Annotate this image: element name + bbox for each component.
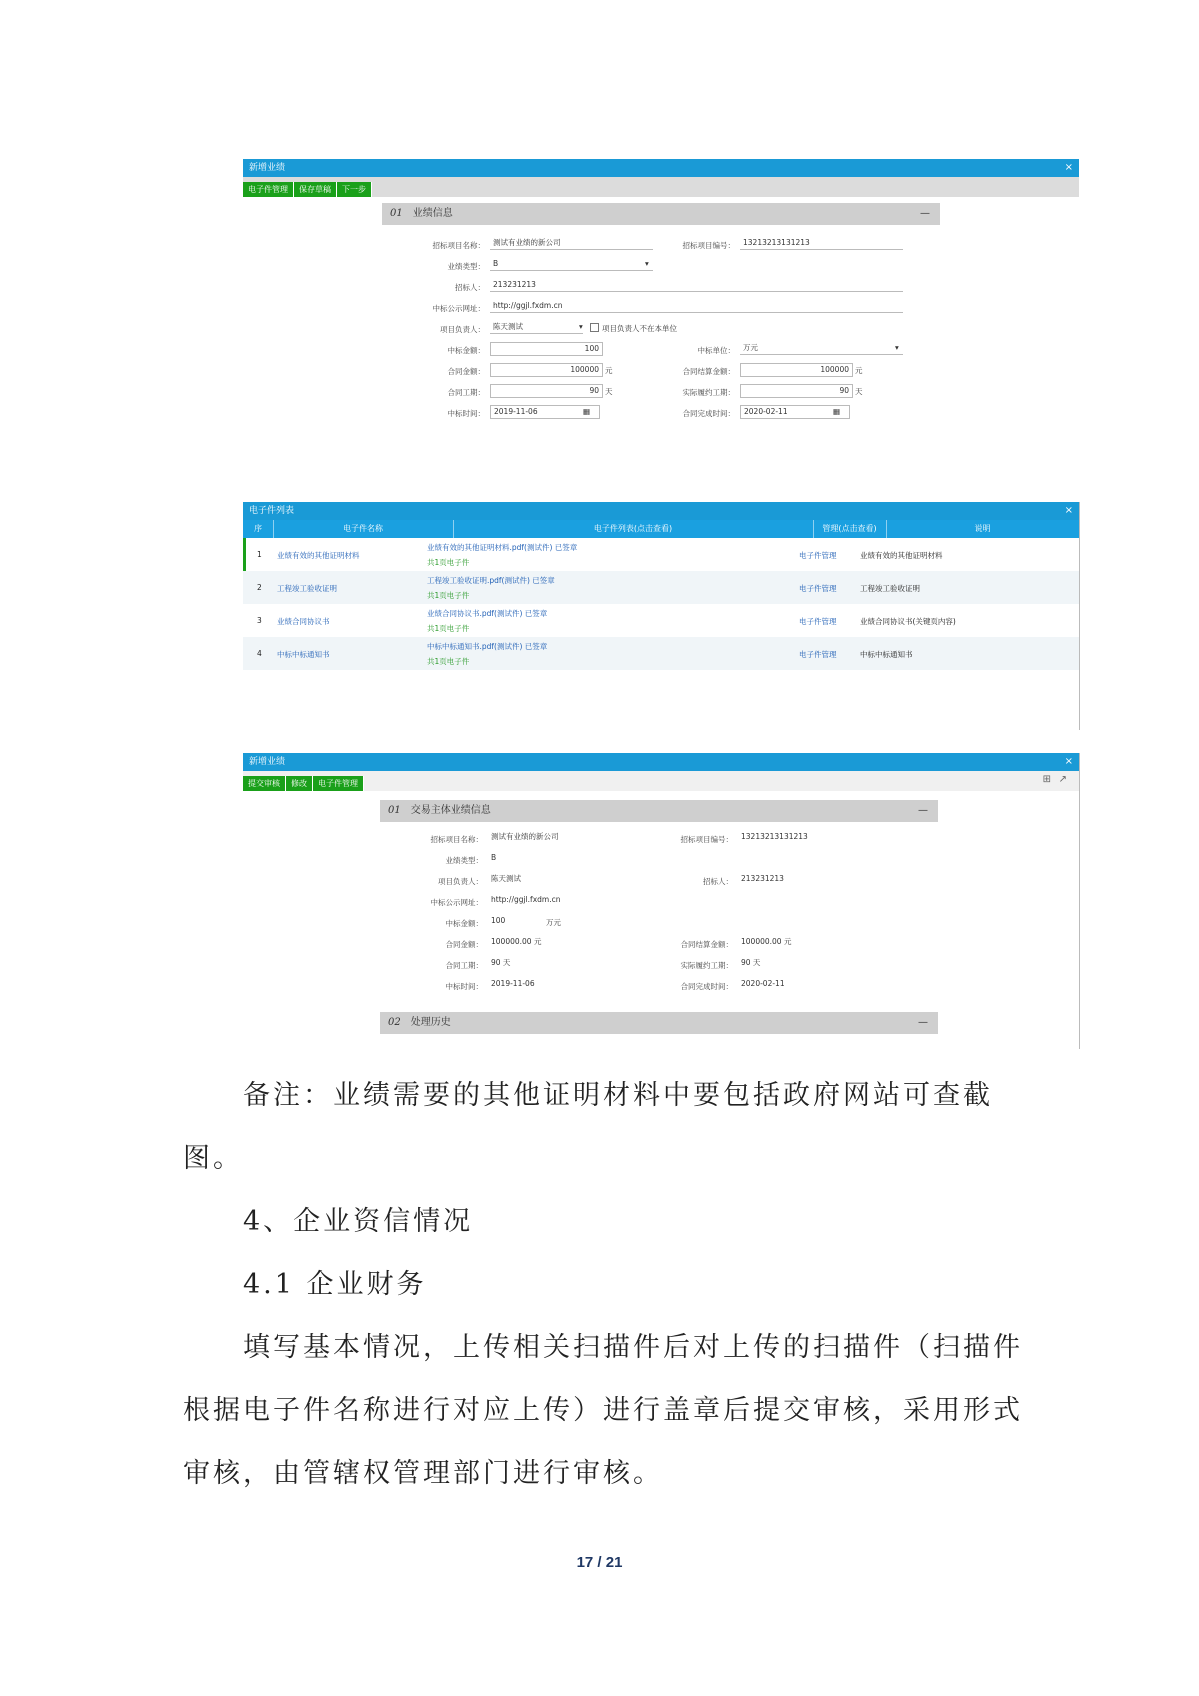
- heading-4-1: 4.1 企业财务: [243, 1269, 427, 1300]
- row-desc: 工程竣工验收证明: [860, 584, 920, 593]
- row-name[interactable]: 业绩合同协议书: [277, 617, 330, 626]
- manager-outside-checkbox[interactable]: [590, 323, 599, 332]
- col-desc: 说明: [974, 524, 991, 533]
- project-name-value: 测试有业绩的新公司: [491, 832, 559, 841]
- contract-amount-input[interactable]: 100000: [490, 363, 603, 377]
- window-titlebar: [243, 502, 1079, 520]
- section-transaction-performance[interactable]: 01 交易主体业绩信息 —: [380, 800, 938, 822]
- table-row[interactable]: [243, 637, 1079, 670]
- bid-unit-select[interactable]: 万元: [740, 342, 903, 355]
- bid-date-label: 中标时间：: [445, 982, 483, 991]
- end-date-label: 合同完成时间：: [680, 982, 733, 991]
- bid-date-value: 2019-11-06: [491, 979, 535, 988]
- note-line-1: 备注：业绩需要的其他证明材料中要包括政府网站可查截: [243, 1080, 993, 1111]
- performance-detail-window: [243, 753, 1080, 1049]
- tenderer-label: 招标人：: [703, 877, 733, 886]
- end-date-input[interactable]: 2020-02-11: [740, 405, 850, 419]
- row-file-link[interactable]: 工程竣工验收证明.pdf(测试件) 已签章: [427, 576, 555, 585]
- chevron-down-icon[interactable]: ▾: [645, 259, 649, 268]
- window-title: 新增业绩: [249, 163, 286, 173]
- unit-label: 天: [855, 387, 863, 396]
- contract-period-input[interactable]: 90: [490, 384, 603, 398]
- url-value[interactable]: http://ggjl.fxdm.cn: [491, 895, 561, 904]
- heading-4: 4、企业资信情况: [243, 1206, 474, 1237]
- manager-select[interactable]: 陈天测试: [490, 321, 583, 334]
- table-row[interactable]: [243, 538, 1079, 571]
- contract-period-value: 90 天: [491, 958, 511, 967]
- project-code-label: 招标项目编号：: [682, 241, 735, 250]
- collapse-icon[interactable]: —: [920, 208, 930, 219]
- e-file-manage-button[interactable]: 电子件管理: [243, 182, 294, 197]
- settle-amount-input[interactable]: 100000: [740, 363, 853, 377]
- bid-amount-label: 中标金额：: [445, 919, 483, 928]
- submit-review-button[interactable]: 提交审核: [243, 776, 286, 791]
- row-desc: 业绩有效的其他证明材料: [860, 551, 943, 560]
- url-label: 中标公示网址：: [432, 304, 485, 313]
- tenderer-label: 招标人：: [455, 283, 485, 292]
- modify-button[interactable]: 修改: [286, 776, 313, 791]
- row-manage-link[interactable]: 电子件管理: [799, 650, 837, 659]
- manager-label: 项目负责人：: [440, 325, 485, 334]
- actual-period-value: 90 天: [741, 958, 761, 967]
- add-performance-window: [243, 159, 1079, 424]
- unit-label: 元: [605, 366, 613, 375]
- section-performance-info[interactable]: 01 业绩信息 —: [382, 203, 940, 225]
- col-file: 电子件列表(点击查看): [453, 520, 814, 538]
- row-status: 共1页电子件: [427, 591, 470, 600]
- table-header: [243, 520, 1079, 538]
- project-code-input[interactable]: 13213213131213: [740, 237, 903, 250]
- row-name[interactable]: 业绩有效的其他证明材料: [277, 551, 360, 560]
- project-name-label: 招标项目名称：: [430, 835, 483, 844]
- collapse-icon[interactable]: —: [918, 1017, 928, 1028]
- row-file-link[interactable]: 业绩有效的其他证明材料.pdf(测试件) 已签章: [427, 543, 578, 552]
- table-row[interactable]: [243, 571, 1079, 604]
- window-titlebar: [243, 753, 1079, 771]
- type-select[interactable]: B: [490, 258, 653, 271]
- tenderer-input[interactable]: 213231213: [490, 279, 903, 292]
- close-icon[interactable]: ×: [1064, 505, 1073, 516]
- actual-period-label: 实际履约工期：: [680, 961, 733, 970]
- row-desc: 业绩合同协议书(关键页内容): [860, 617, 956, 626]
- collapse-icon[interactable]: —: [918, 805, 928, 816]
- next-step-button[interactable]: 下一步: [337, 182, 372, 197]
- row-status: 共1页电子件: [427, 624, 470, 633]
- actual-period-label: 实际履约工期：: [682, 388, 735, 397]
- project-code-value: 13213213131213: [741, 832, 808, 841]
- section-title: 业绩信息: [412, 208, 453, 219]
- contract-period-label: 合同工期：: [447, 388, 485, 397]
- contract-amount-value: 100000.00 元: [491, 937, 542, 946]
- bid-unit-label: 中标单位：: [697, 346, 735, 355]
- row-desc: 中标中标通知书: [860, 650, 913, 659]
- expand-icon[interactable]: ↗: [1058, 774, 1067, 785]
- actual-period-input[interactable]: 90: [740, 384, 853, 398]
- section-history[interactable]: 02 处理历史 —: [380, 1012, 938, 1034]
- row-name[interactable]: 工程竣工验收证明: [277, 584, 337, 593]
- contract-amount-label: 合同金额：: [445, 940, 483, 949]
- bid-date-label: 中标时间：: [447, 409, 485, 418]
- row-no: 1: [257, 550, 262, 559]
- bid-amount-input[interactable]: 100: [490, 342, 603, 356]
- table-row[interactable]: [243, 604, 1079, 637]
- project-name-input[interactable]: 测试有业绩的新公司: [490, 237, 653, 250]
- row-file-link[interactable]: 业绩合同协议书.pdf(测试件) 已签章: [427, 609, 548, 618]
- chevron-down-icon[interactable]: ▾: [579, 322, 583, 331]
- note-line-2: 图。: [183, 1143, 243, 1174]
- tenderer-value: 213231213: [741, 874, 784, 883]
- manager-label: 项目负责人：: [438, 877, 483, 886]
- row-status: 共1页电子件: [427, 657, 470, 666]
- section-title: 交易主体业绩信息: [410, 805, 491, 816]
- bid-amount-label: 中标金额：: [447, 346, 485, 355]
- section-title: 处理历史: [410, 1017, 451, 1028]
- window-title: 电子件列表: [249, 506, 295, 516]
- type-value: B: [491, 853, 497, 862]
- col-no: 序: [243, 520, 274, 538]
- chevron-down-icon[interactable]: ▾: [895, 343, 899, 352]
- row-status: 共1页电子件: [427, 558, 470, 567]
- window-toolbar: [243, 771, 1079, 791]
- page-number: 17 / 21: [576, 1554, 623, 1571]
- close-icon[interactable]: ×: [1064, 162, 1073, 173]
- settle-amount-label: 合同结算金额：: [682, 367, 735, 376]
- para-line-1: 填写基本情况，上传相关扫描件后对上传的扫描件（扫描件: [243, 1332, 1023, 1363]
- col-name: 电子件名称: [273, 520, 454, 538]
- end-date-label: 合同完成时间：: [682, 409, 735, 418]
- para-line-2: 根据电子件名称进行对应上传）进行盖章后提交审核，采用形式: [183, 1395, 1023, 1426]
- para-line-3: 审核，由管辖权管理部门进行审核。: [183, 1458, 663, 1489]
- unit-label: 元: [855, 366, 863, 375]
- close-icon[interactable]: ×: [1064, 756, 1073, 767]
- e-file-list-window: [243, 502, 1080, 730]
- col-manage: 管理(点击查看): [813, 520, 887, 538]
- url-label: 中标公示网址：: [430, 898, 483, 907]
- contract-period-label: 合同工期：: [445, 961, 483, 970]
- window-title: 新增业绩: [249, 757, 286, 767]
- row-name[interactable]: 中标中标通知书: [277, 650, 330, 659]
- project-code-label: 招标项目编号：: [680, 835, 733, 844]
- type-label: 业绩类型：: [445, 856, 483, 865]
- unit-label: 天: [605, 387, 613, 396]
- row-manage-link[interactable]: 电子件管理: [799, 617, 837, 626]
- calendar-icon[interactable]: ▦: [583, 407, 591, 416]
- row-file-link[interactable]: 中标中标通知书.pdf(测试件) 已签章: [427, 642, 548, 651]
- calendar-icon[interactable]: ▦: [833, 407, 841, 416]
- save-draft-button[interactable]: 保存草稿: [294, 182, 337, 197]
- project-name-label: 招标项目名称：: [432, 241, 485, 250]
- org-chart-icon[interactable]: ⊞: [1042, 774, 1051, 785]
- bid-amount-value: 100: [491, 916, 506, 925]
- row-manage-link[interactable]: 电子件管理: [799, 584, 837, 593]
- row-no: 3: [257, 616, 262, 625]
- window-titlebar: [243, 159, 1079, 177]
- row-manage-link[interactable]: 电子件管理: [799, 551, 837, 560]
- row-no: 4: [257, 649, 262, 658]
- settle-amount-label: 合同结算金额：: [680, 940, 733, 949]
- contract-amount-label: 合同金额：: [447, 367, 485, 376]
- bid-amount-unit: 万元: [546, 918, 561, 927]
- manager-outside-label: 项目负责人不在本单位: [602, 324, 677, 333]
- e-file-manage-button[interactable]: 电子件管理: [313, 776, 364, 791]
- bid-date-input[interactable]: 2019-11-06: [490, 405, 600, 419]
- row-no: 2: [257, 583, 262, 592]
- end-date-value: 2020-02-11: [741, 979, 785, 988]
- url-input[interactable]: http://ggjl.fxdm.cn: [490, 300, 903, 313]
- manager-value: 陈天测试: [491, 874, 521, 883]
- type-label: 业绩类型：: [447, 262, 485, 271]
- settle-amount-value: 100000.00 元: [741, 937, 792, 946]
- window-toolbar: [243, 177, 1079, 197]
